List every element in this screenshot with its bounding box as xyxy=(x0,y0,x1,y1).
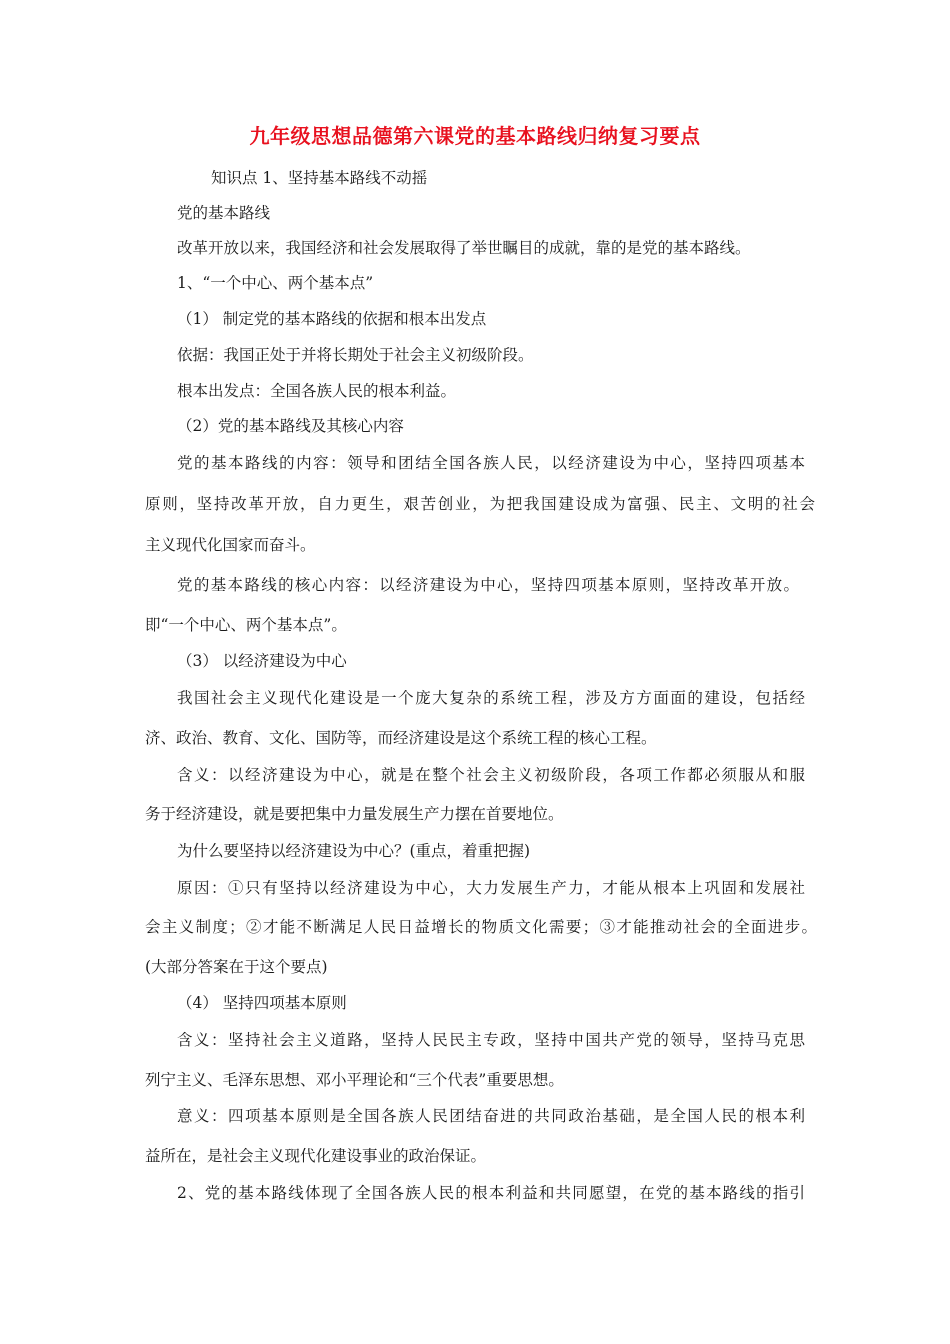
paragraph-line: 务于经济建设，就是要把集中力量发展生产力摆在首要地位。 xyxy=(145,805,564,823)
paragraph-line: 含义：以经济建设为中心，就是在整个社会主义初级阶段，各项工作都必须服从和服 xyxy=(177,766,805,784)
paragraph-line: 依据：我国正处于并将长期处于社会主义初级阶段。 xyxy=(177,346,534,364)
paragraph-line: 含义：坚持社会主义道路，坚持人民民主专政，坚持中国共产党的领导，坚持马克思 xyxy=(177,1031,805,1049)
paragraph-line: 原因：①只有坚持以经济建设为中心，大力发展生产力，才能从根本上巩固和发展社 xyxy=(177,879,805,897)
paragraph-line: 我国社会主义现代化建设是一个庞大复杂的系统工程，涉及方方面面的建设，包括经 xyxy=(177,689,805,707)
paragraph-line: 2、党的基本路线体现了全国各族人民的根本利益和共同愿望，在党的基本路线的指引 xyxy=(177,1184,805,1202)
paragraph-line: （4） 坚持四项基本原则 xyxy=(177,994,347,1012)
paragraph-line: 意义：四项基本原则是全国各族人民团结奋进的共同政治基础，是全国人民的根本利 xyxy=(177,1107,805,1125)
section-heading: 知识点 1、坚持基本路线不动摇 xyxy=(211,169,428,187)
paragraph-line: （3） 以经济建设为中心 xyxy=(177,652,347,670)
paragraph-line: 列宁主义、毛泽东思想、邓小平理论和“三个代表”重要思想。 xyxy=(145,1071,564,1089)
paragraph-line: （1） 制定党的基本路线的依据和根本出发点 xyxy=(177,310,487,328)
paragraph-line: 益所在，是社会主义现代化建设事业的政治保证。 xyxy=(145,1147,487,1165)
paragraph-line: 主义现代化国家而奋斗。 xyxy=(145,536,316,554)
paragraph-line: 党的基本路线的核心内容：以经济建设为中心，坚持四项基本原则，坚持改革开放。 xyxy=(177,576,799,594)
paragraph-line: (大部分答案在于这个要点) xyxy=(145,958,328,976)
paragraph-line: 为什么要坚持以经济建设为中心？(重点，着重把握) xyxy=(177,842,531,860)
paragraph-line: 党的基本路线的内容：领导和团结全国各族人民，以经济建设为中心，坚持四项基本 xyxy=(177,454,805,472)
paragraph-line: （2）党的基本路线及其核心内容 xyxy=(177,417,404,435)
paragraph-line: 会主义制度；②才能不断满足人民日益增长的物质文化需要；③才能推动社会的全面进步。 xyxy=(145,918,817,936)
paragraph-line: 根本出发点：全国各族人民的根本利益。 xyxy=(177,382,457,400)
document-title: 九年级思想品德第六课党的基本路线归纳复习要点 xyxy=(249,124,701,148)
paragraph-line: 济、政治、教育、文化、国防等，而经济建设是这个系统工程的核心工程。 xyxy=(145,729,657,747)
paragraph-line: 党的基本路线 xyxy=(177,204,271,222)
paragraph-line: 1、“一个中心、两个基本点” xyxy=(177,274,374,292)
paragraph-line: 即“一个中心、两个基本点”。 xyxy=(145,616,347,634)
paragraph-line: 改革开放以来，我国经济和社会发展取得了举世瞩目的成就，靠的是党的基本路线。 xyxy=(177,239,751,257)
paragraph-line: 原则，坚持改革开放，自力更生，艰苦创业，为把我国建设成为富强、民主、文明的社会 xyxy=(145,495,815,513)
